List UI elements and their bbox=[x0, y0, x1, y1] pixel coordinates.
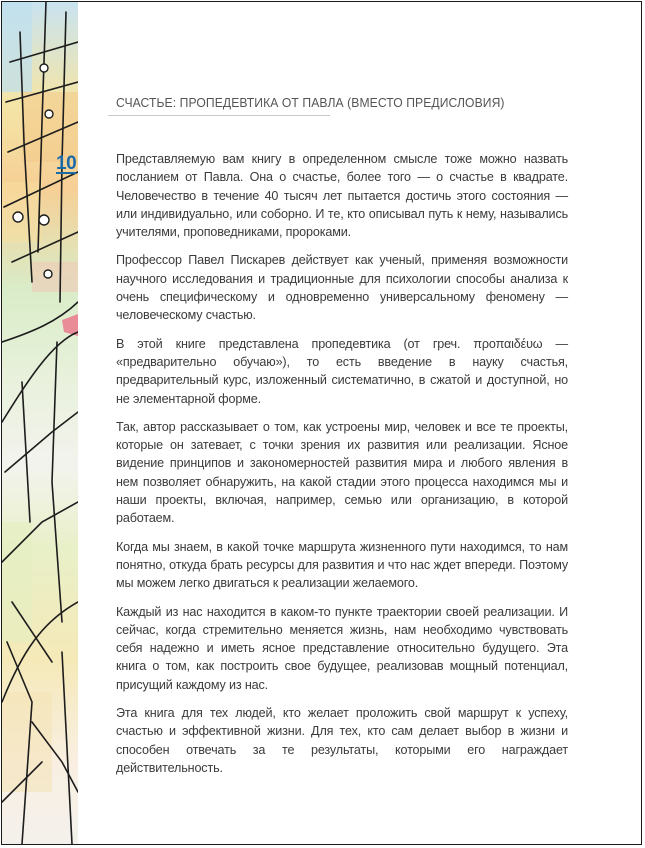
title-divider bbox=[108, 115, 330, 116]
body-text bbox=[116, 150, 568, 787]
page-number: 10 bbox=[56, 153, 77, 174]
decorative-sketch-illustration bbox=[2, 2, 78, 844]
paragraph: Эта книга для тех людей, кто желает проложить свой маршрут к успеху, счастью и эффективной жизни. Для тех, кто сам делает выбор в жизни и способен отвечать за те результаты, которыми его награждает действительность. bbox=[116, 706, 568, 775]
paragraph: Профессор Павел Пискарев действует как ученый, применяя возможности научного исследования и традиционные для психологии способы анализа к очень специфическому и одновременно универсальному феномену — человеческому счастью. bbox=[116, 253, 568, 323]
paragraph: В этой книге представлена пропедевтика (от греч. προπαιδέυω — «предварительно обучаю»), то есть введение в науку счастья, предварительный курс, изложенный систематично, в сжатой и доступной, но не элементарной форме. bbox=[116, 336, 568, 406]
paragraph: Представляемую вам книгу в определенном смысле тоже можно назвать посланием от Павла. Она о счастье, более того — о счастье в квадрате. Человечество в течение 40 тысяч лет пытается достичь этого состояния — или индивидуально, или соборно. И те, кто описывал путь к нему, назывались учителями, проповедниками, пророками. bbox=[116, 152, 568, 240]
paragraph: Так, автор рассказывает о том, как устроены мир, человек и все те проекты, которые он затевает, с точки зрения их развития или реализации. Ясное видение принципов и закономерностей развития мира и любого явления в нем позволяет обнаружить, на какой стадии этого процесса находимся мы и наши проекты, включая, например, семью или организацию, в которой работаем. bbox=[116, 419, 568, 526]
paragraph: Каждый из нас находится в каком-то пункте траектории своей реализации. И сейчас, когда стремительно меняется жизнь, нам необходимо чувствовать себя надежно и иметь ясное представление относительно будущего. Эта книга о том, как построить свое будущее, реализовав мощный потенциал, присущий каждому из нас. bbox=[116, 604, 568, 692]
chapter-title: СЧАСТЬЕ: ПРОПЕДЕВТИКА ОТ ПАВЛА (ВМЕСТО ПРЕДИСЛОВИЯ) bbox=[116, 95, 505, 110]
paragraph: Когда мы знаем, в какой точке маршрута жизненного пути находимся, то нам понятно, откуда брать ресурсы для развития и что нас ждет впереди. Поэтому мы можем легко двигаться к реализации желаемого. bbox=[116, 539, 568, 591]
